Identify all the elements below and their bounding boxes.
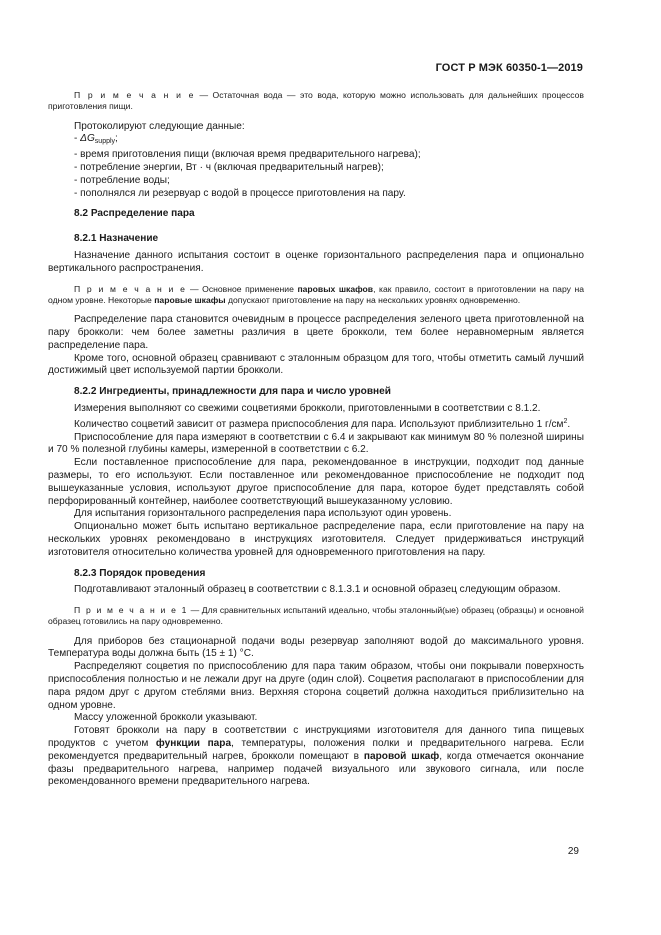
page-header-standard-code: ГОСТ Р МЭК 60350-1—2019 [435,62,583,74]
section-8-2-3-paragraph: Для приборов без стационарной подачи воды резервуар заполняют водой до максимального уровня. Температура воды должна быть (15 ± 1) °С. [48,635,584,660]
page-body [48,90,584,789]
note-text: — Остаточная вода — это вода, которую можно использовать для дальнейших процессов приготовления пищи. [48,90,584,112]
record-intro: Протоколируют следующие данные: [74,120,245,132]
section-8-2-2-paragraph: Опционально может быть испытано вертикальное распределение пара, если приготовление на пару на нескольких уровнях рекомендовано в инструкциях изготовителя. Следует придерживаться инструкций изготовителя относительно количества уровней для одновременного приготовления на пару. [48,521,584,558]
section-8-2-3-paragraph: Массу уложенной брокколи указывают. [74,712,258,724]
section-8-2-2-paragraph: Для испытания горизонтального распределения пара используют один уровень. [74,508,452,520]
note-label: П р и м е ч а н и е [74,90,195,100]
section-8-2-3-paragraph: Распределяют соцветия по приспособлению для пара таким образом, чтобы они покрывали поверхность приспособления полностью и не лежали друг на друге (один слой). Соцветия располагают в приспособлении для пара рядом друг с другом стеблями вниз. Верхняя сторона соцветий должна находиться приблизительно на одном уровне. [48,661,584,711]
record-list [48,133,584,200]
section-8-2-3-title: 8.2.3 Порядок проведения [74,567,206,579]
delta-g-symbol: ΔG [80,133,95,145]
section-8-2-1-paragraph: Назначение данного испытания состоит в оценке горизонтального распределения пара и опционально вертикального распространения. [48,249,584,274]
page-number: 29 [567,846,579,857]
note-residual-water [48,90,584,113]
record-item: - потребление энергии, Вт · ч (включая предварительный нагрев); [74,161,384,173]
section-8-2-3-paragraph: Готовят брокколи на пару в соответствии с инструкциями изготовителя для данного типа пищевых продуктов с учетом функции пара, температуры, положения полки и предварительного нагрева. Если рекомендуется предварительный нагрев, брокколи помещают в паровой шкаф, когда отмечается окончание фазы предварительного нагрева, например подачей визуального или звукового сигнала, или после рекомендованного времени предварительного нагрева. [48,725,585,788]
section-8-2-title: 8.2 Распределение пара [74,208,195,220]
delta-g-subscript: supply [94,138,116,146]
record-item: - потребление воды; [74,174,170,186]
record-item: - время приготовления пищи (включая время предварительного нагрева); [74,149,421,161]
section-8-2-3-paragraph: Подготавливают эталонный образец в соответствии с 8.1.3.1 и основной образец следующим образом. [74,584,561,596]
record-item-delta: - $\Delta G_{supply}$; [74,133,118,146]
section-8-2-2-paragraph: Если поставленное приспособление для пара, рекомендованное в инструкции, подходит под данные размеры, то его используют. Если поставленное или рекомендованное приспособление не подходит под вышеуказанные условия, используют другое приспособление для пара, которое будет представлять собой перфорированный контейнер, наиболее соответствующий вышеуказанному условию. [48,457,584,507]
section-8-2-1-paragraph: Распределение пара становится очевидным в процессе распределения зеленого цвета приготовленной на пару брокколи: чем более заметны различия в цвете брокколи, тем более неравномерным является распределение пара. [48,314,584,351]
section-8-2-1-paragraph: Кроме того, основной образец сравнивают с эталонным образцом для того, чтобы отметить самый лучший достижимый цвет используемой партии брокколи. [48,352,584,377]
note-1-simultaneous: П р и м е ч а н и е 1 — Для сравнительных испытаний идеально, чтобы эталонный(ые) образец (образцы) и основной образец готовились на пару одновременно. [48,605,584,627]
section-8-2-2-paragraph: Измерения выполняют со свежими соцветиями брокколи, приготовленными в соответствии с 8.1.2. [74,402,541,414]
section-8-2-1-title: 8.2.1 Назначение [74,233,159,245]
section-8-2-2-title: 8.2.2 Ингредиенты, принадлежности для пара и число уровней [74,386,391,398]
section-8-2-2-paragraph: Приспособление для пара измеряют в соответствии с 6.4 и закрывают как минимум 80 % полезной ширины и 70 % полезной глубины камеры, измеренной в соответствии с 6.2. [48,431,584,456]
section-8-2-2-paragraph: Количество соцветий зависит от размера приспособления для пара. Используют приблизительно 1 $г/см^2$. [74,417,571,430]
note-steam-ovens: П р и м е ч а н и е — Основное применение паровых шкафов, как правило, состоит в приготовлении на пару на одном уровне. Некоторые паровые шкафы допускают приготовление на пару на нескольких уровнях одновременно. [48,283,585,305]
record-item: - пополнялся ли резервуар с водой в процессе приготовления на пару. [74,187,406,199]
